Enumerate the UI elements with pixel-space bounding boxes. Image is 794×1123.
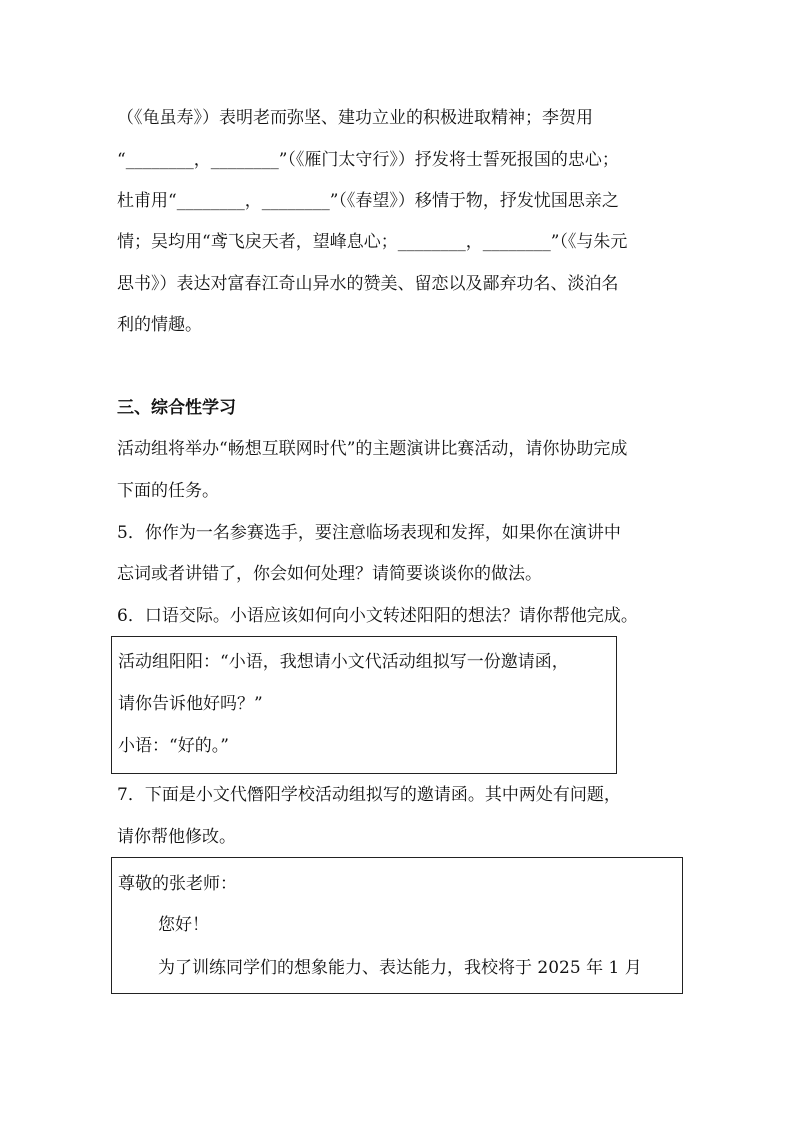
dialogue-box: [111, 636, 617, 774]
intro-line-2: 下面的任务。: [117, 481, 219, 501]
invitation-letter-box: [111, 857, 683, 994]
poem-line-4: 情；吴均用“鸢飞戾天者，望峰息心；________，________”（《与朱元: [117, 232, 628, 252]
question-5-line-2: 忘词或者讲错了，你会如何处理？请简要谈谈你的做法。: [117, 564, 542, 584]
poem-line-6: 利的情趣。: [117, 315, 202, 335]
poem-line-1: （《龟虽寿》）表明老而弥坚、建功立业的积极进取精神；李贺用: [117, 108, 593, 128]
letter-greeting: 您好！: [158, 915, 209, 935]
question-6-line: 6．口语交际。小语应该如何向小文转述阳阳的想法？请你帮他完成。: [117, 606, 638, 626]
poem-line-5: 思书》）表达对富春江奇山异水的赞美、留恋以及鄙弃功名、淡泊名: [117, 274, 619, 294]
section-heading: 三、综合性学习: [117, 398, 236, 418]
question-7-line-1: 7．下面是小文代僭阳学校活动组拟写的邀请函。其中两处有问题，: [117, 785, 621, 805]
letter-salutation: 尊敬的张老师：: [118, 874, 237, 894]
dialogue-line-1: 活动组阳阳：“小语，我想请小文代活动组拟写一份邀请函，: [118, 652, 569, 672]
poem-line-3: 杜甫用“________，________”（《春望》）移情于物，抒发忧国思亲之: [117, 191, 619, 211]
poem-line-2: “________，________”（《雁门太守行》）抒发将士誓死报国的忠心；: [117, 150, 619, 170]
intro-line-1: 活动组将举办“畅想互联网时代”的主题演讲比赛活动，请你协助完成: [117, 439, 628, 459]
dialogue-line-3: 小语：“好的。”: [118, 736, 229, 756]
letter-body-line: 为了训练同学们的想象能力、表达能力，我校将于 2025 年 1 月: [158, 958, 642, 978]
question-7-line-2: 请你帮他修改。: [117, 827, 236, 847]
dialogue-line-2: 请你告诉他好吗？”: [118, 694, 263, 714]
question-5-line-1: 5．你作为一名参赛选手，要注意临场表现和发挥，如果你在演讲中: [117, 523, 621, 543]
